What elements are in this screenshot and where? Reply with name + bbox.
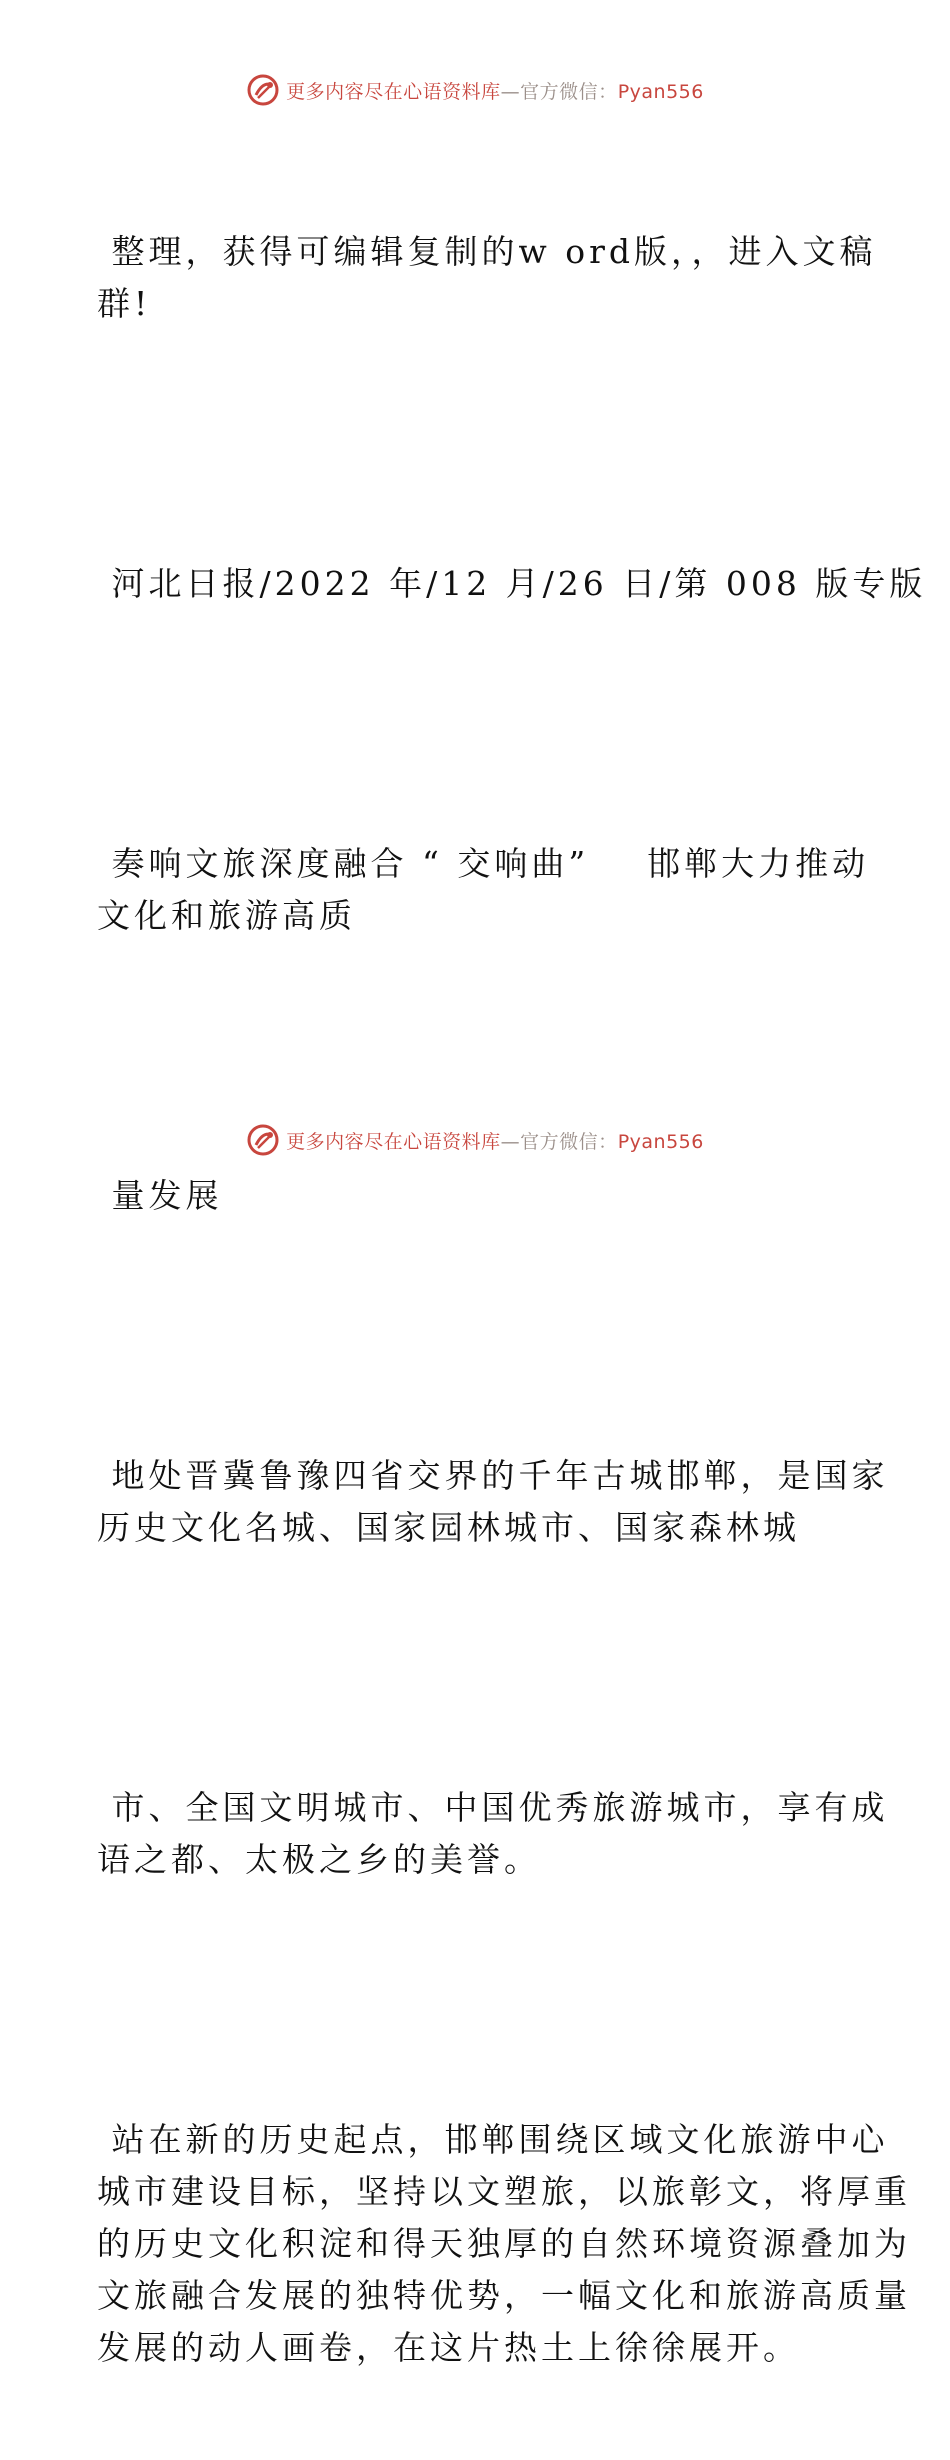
logo-icon <box>246 1123 280 1157</box>
text-line: 文化和旅游高质 <box>97 896 356 935</box>
paragraph-body-3 <box>97 2010 911 2460</box>
wechat-label: 官方微信： <box>520 1130 618 1153</box>
text-line: 地处晋冀鲁豫四省交界的千年古城邯郸，是国家 <box>97 1456 889 1495</box>
text-line: 群! <box>97 284 152 323</box>
text-line: 河北日报/2022 年/12 月/26 日/第 008 版专版 <box>97 564 927 603</box>
text-line: 语之都、太极之乡的美誉。 <box>97 1840 541 1879</box>
paragraph-title-cont <box>97 1066 857 1326</box>
text-line: 历史文化名城、国家园林城市、国家森林城 <box>97 1508 800 1547</box>
site-text: 更多内容尽在心语资料库 <box>286 80 501 103</box>
text-line: 城市建设目标，坚持以文塑旅，以旅彰文，将厚重 <box>97 2172 911 2211</box>
paragraph-source <box>97 454 927 714</box>
banner-text <box>286 1127 704 1154</box>
wechat-id: Pyan556 <box>617 1130 704 1153</box>
document-body <box>97 122 927 2460</box>
paragraph-title <box>97 734 870 1046</box>
text-line: 文旅融合发展的独特优势，一幅文化和旅游高质量 <box>97 2276 911 2315</box>
wechat-label: 官方微信： <box>520 80 618 103</box>
text-line: 量发展 <box>97 1176 223 1215</box>
site-text: 更多内容尽在心语资料库 <box>286 1130 501 1153</box>
logo-icon <box>246 73 280 107</box>
banner-dash: — <box>500 1130 521 1153</box>
text-line: 的历史文化积淀和得天独厚的自然环境资源叠加为 <box>97 2224 911 2263</box>
footer-banner <box>0 1120 950 1160</box>
text-line: 奏响文旅深度融合 “ 交响曲” 邯郸大力推动 <box>97 844 870 883</box>
header-banner <box>0 70 950 110</box>
footer-banner-inner <box>246 1123 704 1157</box>
text-line: 站在新的历史起点，邯郸围绕区域文化旅游中心 <box>97 2120 889 2159</box>
paragraph-body-1 <box>97 1346 889 1658</box>
text-line: 整理，获得可编辑复制的w ord版，，进入文稿 <box>97 232 877 271</box>
text-line: 发展的动人画卷，在这片热土上徐徐展开。 <box>97 2328 800 2367</box>
header-banner-inner <box>246 73 704 107</box>
banner-text <box>286 77 704 104</box>
paragraph-body-2 <box>97 1678 889 1990</box>
text-line: 市、全国文明城市、中国优秀旅游城市，享有成 <box>97 1788 889 1827</box>
wechat-id: Pyan556 <box>617 80 704 103</box>
paragraph-intro <box>97 122 877 434</box>
banner-dash: — <box>500 80 521 103</box>
